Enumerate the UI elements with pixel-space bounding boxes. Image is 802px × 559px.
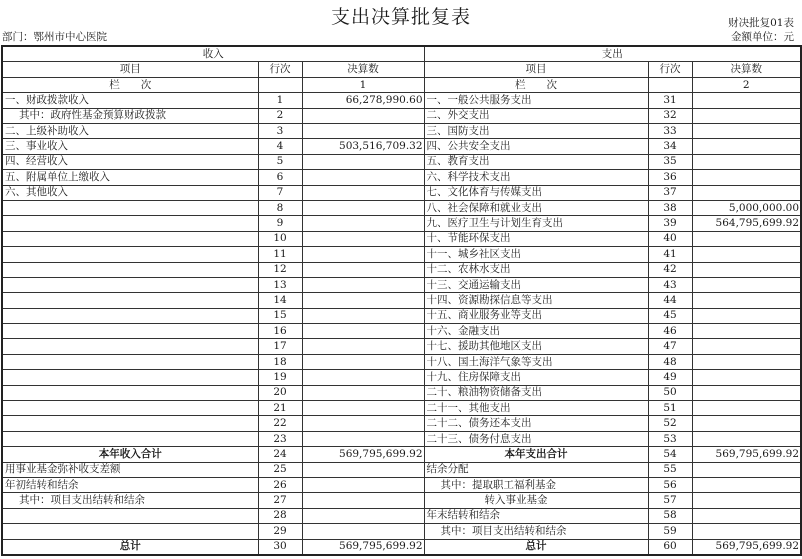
- expense-item-header: 项目: [424, 62, 648, 77]
- income-row-number: 27: [258, 493, 302, 508]
- table-row: [2, 108, 801, 123]
- income-row-number: 4: [258, 139, 302, 154]
- expense-row-number: 45: [648, 308, 692, 323]
- income-row-number: 18: [258, 354, 302, 369]
- table-row: [2, 354, 801, 369]
- income-row-number: 12: [258, 262, 302, 277]
- expense-amount-cell: [692, 493, 801, 508]
- income-item-cell: 二、上级补助收入: [2, 124, 258, 139]
- table-row: [2, 139, 801, 154]
- income-row-number: 22: [258, 416, 302, 431]
- expense-item-cell: 二、外交支出: [424, 108, 648, 123]
- expense-item-cell: 十八、国土海洋气象等支出: [424, 354, 648, 369]
- expense-item-cell: 六、科学技术支出: [424, 170, 648, 185]
- income-amount-cell: 503,516,709.32: [302, 139, 424, 154]
- expense-row-number: 50: [648, 385, 692, 400]
- expense-item-cell: 年末结转和结余: [424, 508, 648, 523]
- table-row: [2, 508, 801, 523]
- income-section-header: 收入: [2, 46, 424, 62]
- income-row-number: 10: [258, 231, 302, 246]
- income-amount-cell: [302, 477, 424, 492]
- income-item-cell: 总计: [2, 539, 258, 555]
- expense-row-number: 35: [648, 154, 692, 169]
- income-item-cell: [2, 354, 258, 369]
- income-item-cell: 年初结转和结余: [2, 477, 258, 492]
- table-row: [2, 370, 801, 385]
- expense-item-cell: 十五、商业服务业等支出: [424, 308, 648, 323]
- income-amount-cell: [302, 385, 424, 400]
- table-row: [2, 247, 801, 262]
- income-item-cell: 其中：项目支出结转和结余: [2, 493, 258, 508]
- expense-amount-cell: [692, 416, 801, 431]
- table-row: [2, 216, 801, 231]
- expense-amount-cell: [692, 508, 801, 523]
- table-row: [2, 170, 801, 185]
- table-row: [2, 324, 801, 339]
- expense-amount-cell: [692, 524, 801, 539]
- income-item-cell: [2, 401, 258, 416]
- income-item-cell: [2, 508, 258, 523]
- expense-amount-cell: [692, 354, 801, 369]
- income-row-number: 9: [258, 216, 302, 231]
- expense-row-number: 56: [648, 477, 692, 492]
- expense-amount-cell: [692, 170, 801, 185]
- expense-amount-cell: [692, 262, 801, 277]
- income-amount-cell: [302, 293, 424, 308]
- income-row-number: 1: [258, 93, 302, 108]
- expense-item-cell: 一、一般公共服务支出: [424, 93, 648, 108]
- income-row-number: 19: [258, 370, 302, 385]
- income-amount-cell: [302, 247, 424, 262]
- expense-item-cell: 四、公共安全支出: [424, 139, 648, 154]
- expense-item-cell: 二十、粮油物资储备支出: [424, 385, 648, 400]
- income-item-cell: 四、经营收入: [2, 154, 258, 169]
- income-item-cell: [2, 524, 258, 539]
- income-row-number: 24: [258, 447, 302, 462]
- expense-amount-cell: [692, 154, 801, 169]
- expense-row-number: 51: [648, 401, 692, 416]
- income-row-number: 8: [258, 200, 302, 215]
- expense-row-number: 46: [648, 324, 692, 339]
- table-row: [2, 477, 801, 492]
- income-column-number: 1: [302, 77, 424, 92]
- income-amount-cell: [302, 185, 424, 200]
- income-amount-cell: [302, 416, 424, 431]
- income-amount-cell: [302, 508, 424, 523]
- expense-row-number: 60: [648, 539, 692, 555]
- income-amount-cell: [302, 354, 424, 369]
- income-row-number: 13: [258, 277, 302, 292]
- expense-item-cell: 二十一、其他支出: [424, 401, 648, 416]
- table-row: [2, 462, 801, 477]
- income-item-cell: [2, 247, 258, 262]
- income-amount-cell: 569,795,699.92: [302, 447, 424, 462]
- table-row: [2, 277, 801, 292]
- expense-amount-cell: 5,000,000.00: [692, 200, 801, 215]
- table-row: [2, 385, 801, 400]
- income-amount-cell: [302, 524, 424, 539]
- income-amount-cell: [302, 277, 424, 292]
- income-amount-cell: [302, 493, 424, 508]
- expense-row-number: 55: [648, 462, 692, 477]
- income-row-number: 7: [258, 185, 302, 200]
- expense-amount-cell: [692, 231, 801, 246]
- income-item-cell: [2, 200, 258, 215]
- expense-item-cell: 十二、农林水支出: [424, 262, 648, 277]
- table-row: [2, 185, 801, 200]
- expense-amount-cell: [692, 293, 801, 308]
- expense-item-cell: 其中：项目支出结转和结余: [424, 524, 648, 539]
- income-item-cell: 五、附属单位上缴收入: [2, 170, 258, 185]
- income-amount-cell: [302, 401, 424, 416]
- department-label: 部门：鄂州市中心医院: [2, 31, 107, 43]
- income-item-cell: [2, 431, 258, 446]
- expense-row-number: 44: [648, 293, 692, 308]
- table-row: [2, 431, 801, 446]
- income-amount-cell: [302, 216, 424, 231]
- expense-row-number: 34: [648, 139, 692, 154]
- expense-item-cell: 七、文化体育与传媒支出: [424, 185, 648, 200]
- income-row-number: 25: [258, 462, 302, 477]
- income-amount-cell: [302, 324, 424, 339]
- income-amount-cell: [302, 339, 424, 354]
- income-row-number: 5: [258, 154, 302, 169]
- amount-unit-label: 金额单位：元: [731, 31, 794, 43]
- expense-item-cell: 五、教育支出: [424, 154, 648, 169]
- income-item-cell: [2, 293, 258, 308]
- income-amount-cell: [302, 200, 424, 215]
- income-item-cell: [2, 416, 258, 431]
- expense-amount-cell: [692, 108, 801, 123]
- income-item-cell: [2, 385, 258, 400]
- table-row: [2, 93, 801, 108]
- expense-item-cell: 十、节能环保支出: [424, 231, 648, 246]
- expense-row-header: 行次: [648, 62, 692, 77]
- blank-cell: [258, 77, 302, 92]
- expense-column-number: 2: [692, 77, 801, 92]
- expense-row-number: 54: [648, 447, 692, 462]
- income-amount-cell: [302, 108, 424, 123]
- table-row: [2, 539, 801, 555]
- income-amount-header: 决算数: [302, 62, 424, 77]
- income-row-number: 6: [258, 170, 302, 185]
- expense-amount-cell: [692, 385, 801, 400]
- expense-amount-cell: [692, 93, 801, 108]
- income-row-number: 26: [258, 477, 302, 492]
- table-row: [2, 416, 801, 431]
- expense-row-number: 42: [648, 262, 692, 277]
- income-row-number: 29: [258, 524, 302, 539]
- form-number: 财决批复01表: [728, 17, 794, 29]
- income-row-number: 23: [258, 431, 302, 446]
- income-item-cell: [2, 216, 258, 231]
- expense-row-number: 59: [648, 524, 692, 539]
- expense-item-cell: 结余分配: [424, 462, 648, 477]
- income-amount-cell: [302, 308, 424, 323]
- table-row: [2, 339, 801, 354]
- expense-row-number: 36: [648, 170, 692, 185]
- expense-item-cell: 十一、城乡社区支出: [424, 247, 648, 262]
- table-row: [2, 293, 801, 308]
- table-row: [2, 447, 801, 462]
- income-row-number: 28: [258, 508, 302, 523]
- table-row: [2, 524, 801, 539]
- income-item-cell: [2, 324, 258, 339]
- income-amount-cell: [302, 154, 424, 169]
- expense-row-number: 38: [648, 200, 692, 215]
- income-amount-cell: [302, 231, 424, 246]
- income-row-number: 15: [258, 308, 302, 323]
- expense-item-cell: 十四、资源勘探信息等支出: [424, 293, 648, 308]
- income-item-cell: 三、事业收入: [2, 139, 258, 154]
- income-amount-cell: [302, 124, 424, 139]
- expense-row-number: 33: [648, 124, 692, 139]
- expense-item-cell: 九、医疗卫生与计划生育支出: [424, 216, 648, 231]
- expense-amount-cell: [692, 401, 801, 416]
- expense-row-number: 41: [648, 247, 692, 262]
- expense-amount-cell: 564,795,699.92: [692, 216, 801, 231]
- table-row: [2, 231, 801, 246]
- table-row: [2, 308, 801, 323]
- expense-item-cell: 其中：提取职工福利基金: [424, 477, 648, 492]
- expense-item-cell: 十六、金融支出: [424, 324, 648, 339]
- income-item-cell: [2, 231, 258, 246]
- income-amount-cell: [302, 370, 424, 385]
- expense-amount-cell: [692, 277, 801, 292]
- expense-row-number: 57: [648, 493, 692, 508]
- expense-lanci-label: 栏 次: [424, 77, 648, 92]
- income-amount-cell: 569,795,699.92: [302, 539, 424, 555]
- income-amount-cell: [302, 431, 424, 446]
- expense-item-cell: 二十三、债务付息支出: [424, 431, 648, 446]
- expense-amount-cell: [692, 247, 801, 262]
- income-row-number: 14: [258, 293, 302, 308]
- expense-section-header: 支出: [424, 46, 801, 62]
- table-row: [2, 493, 801, 508]
- expense-amount-cell: [692, 308, 801, 323]
- income-item-cell: 其中：政府性基金预算财政拨款: [2, 108, 258, 123]
- expense-row-number: 32: [648, 108, 692, 123]
- budget-approval-table: [1, 45, 802, 556]
- expense-amount-cell: [692, 477, 801, 492]
- expense-amount-cell: [692, 139, 801, 154]
- expense-row-number: 40: [648, 231, 692, 246]
- expense-amount-cell: [692, 339, 801, 354]
- income-item-cell: 用事业基金弥补收支差额: [2, 462, 258, 477]
- expense-row-number: 53: [648, 431, 692, 446]
- expense-row-number: 58: [648, 508, 692, 523]
- expense-item-cell: 八、社会保障和就业支出: [424, 200, 648, 215]
- table-row: [2, 200, 801, 215]
- income-lanci-label: 栏 次: [2, 77, 258, 92]
- income-amount-cell: [302, 170, 424, 185]
- income-item-cell: [2, 370, 258, 385]
- expense-item-cell: 总计: [424, 539, 648, 555]
- expense-row-number: 39: [648, 216, 692, 231]
- table-row: [2, 262, 801, 277]
- expense-item-cell: 十九、住房保障支出: [424, 370, 648, 385]
- expense-amount-cell: [692, 124, 801, 139]
- income-item-cell: 六、其他收入: [2, 185, 258, 200]
- income-item-cell: [2, 262, 258, 277]
- expense-row-number: 49: [648, 370, 692, 385]
- income-row-number: 16: [258, 324, 302, 339]
- expense-amount-cell: [692, 185, 801, 200]
- income-row-number: 30: [258, 539, 302, 555]
- income-amount-cell: [302, 462, 424, 477]
- expense-item-cell: 十三、交通运输支出: [424, 277, 648, 292]
- expense-row-number: 43: [648, 277, 692, 292]
- table-row: [2, 154, 801, 169]
- table-row: [2, 124, 801, 139]
- expense-amount-cell: [692, 370, 801, 385]
- income-amount-cell: 66,278,990.60: [302, 93, 424, 108]
- expense-row-number: 52: [648, 416, 692, 431]
- table-row: [2, 401, 801, 416]
- income-item-cell: 本年收入合计: [2, 447, 258, 462]
- expense-item-cell: 三、国防支出: [424, 124, 648, 139]
- expense-item-cell: 二十二、债务还本支出: [424, 416, 648, 431]
- expense-row-number: 31: [648, 93, 692, 108]
- income-row-number: 3: [258, 124, 302, 139]
- income-row-number: 11: [258, 247, 302, 262]
- expense-item-cell: 十七、援助其他地区支出: [424, 339, 648, 354]
- income-row-number: 20: [258, 385, 302, 400]
- expense-item-cell: 本年支出合计: [424, 447, 648, 462]
- income-item-cell: 一、财政拨款收入: [2, 93, 258, 108]
- income-row-number: 17: [258, 339, 302, 354]
- expense-item-cell: 转入事业基金: [424, 493, 648, 508]
- expense-row-number: 48: [648, 354, 692, 369]
- expense-amount-cell: 569,795,699.92: [692, 539, 801, 555]
- income-row-header: 行次: [258, 62, 302, 77]
- expense-row-number: 47: [648, 339, 692, 354]
- income-amount-cell: [302, 262, 424, 277]
- income-item-cell: [2, 308, 258, 323]
- expense-row-number: 37: [648, 185, 692, 200]
- income-item-header: 项目: [2, 62, 258, 77]
- income-item-cell: [2, 277, 258, 292]
- income-row-number: 21: [258, 401, 302, 416]
- income-row-number: 2: [258, 108, 302, 123]
- income-item-cell: [2, 339, 258, 354]
- expense-amount-cell: [692, 462, 801, 477]
- expense-amount-cell: [692, 431, 801, 446]
- expense-amount-cell: [692, 324, 801, 339]
- expense-amount-cell: 569,795,699.92: [692, 447, 801, 462]
- blank-cell: [648, 77, 692, 92]
- expense-amount-header: 决算数: [692, 62, 801, 77]
- page-title: 支出决算批复表: [330, 6, 471, 28]
